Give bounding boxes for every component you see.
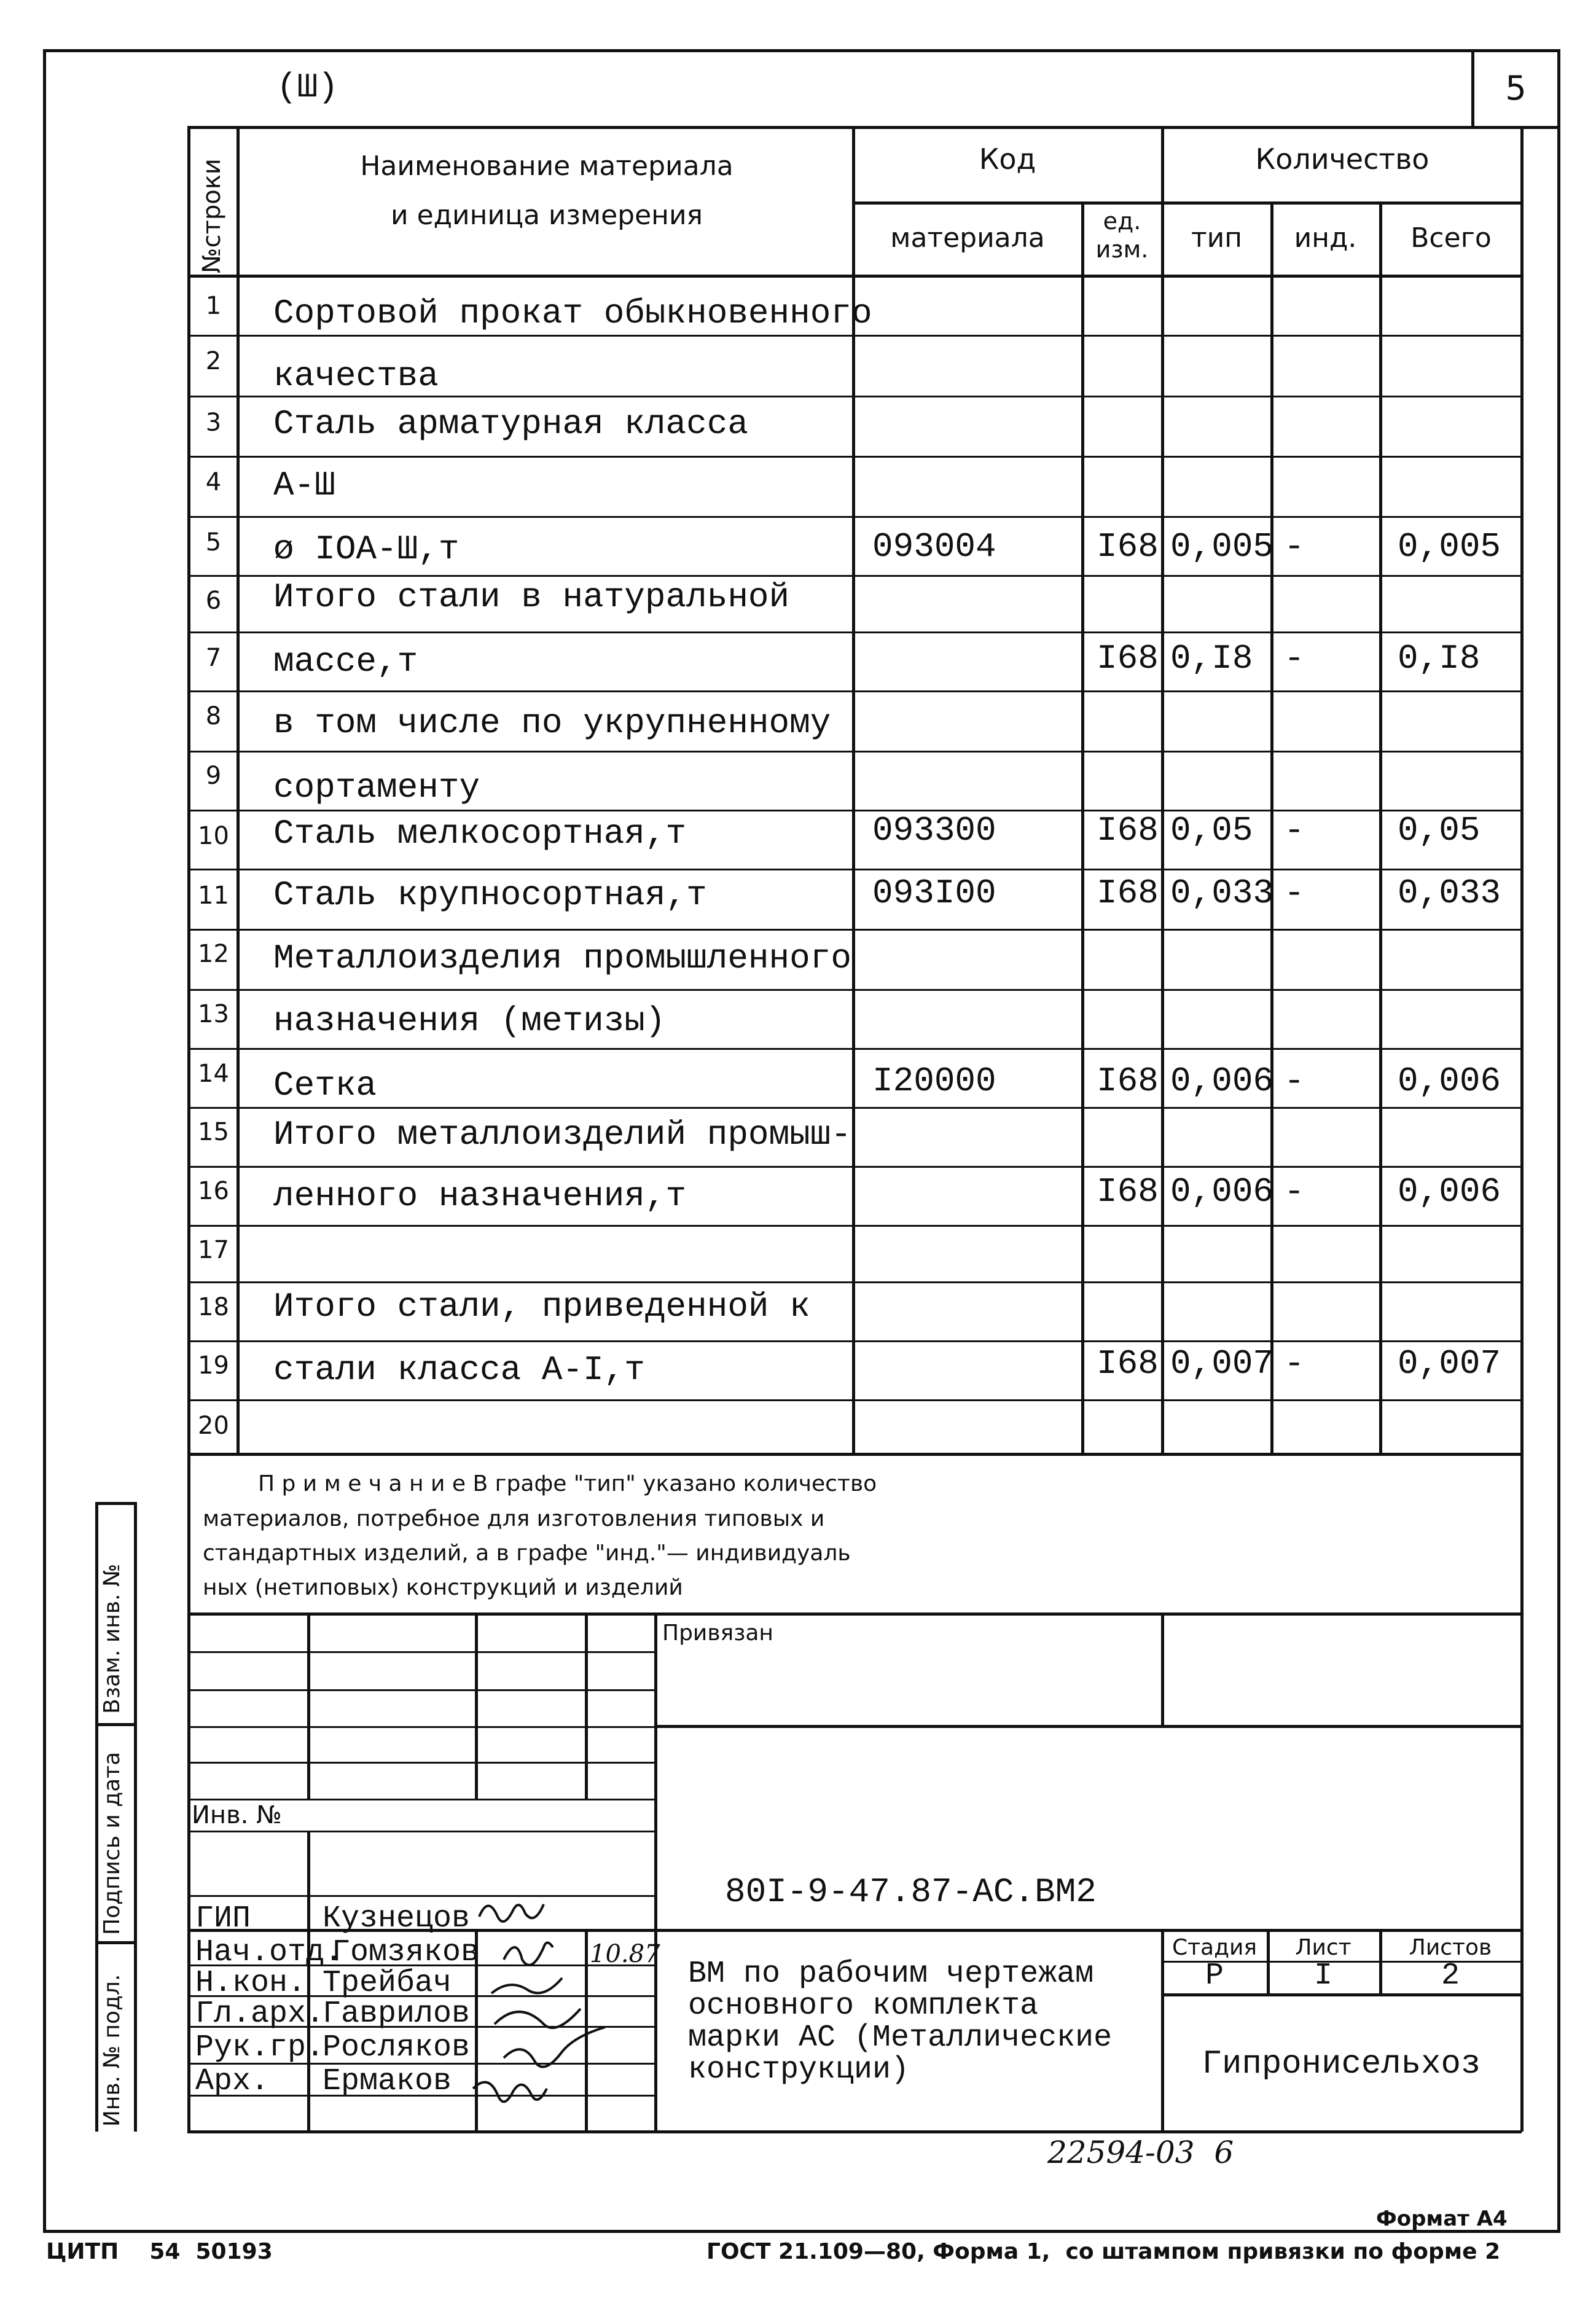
row-line — [187, 516, 1520, 518]
handwritten-number: 22594-03 6 — [1047, 2135, 1234, 2170]
stage-label: Стадия — [1172, 1935, 1258, 1960]
doc-title-2: основного комплекта — [688, 1988, 1039, 2023]
cell-unit: I68 — [1097, 527, 1159, 566]
stamp-col-4 — [654, 1612, 657, 2132]
stamp-right — [1520, 1453, 1524, 2132]
row-name: А-Ш — [273, 466, 335, 505]
doc-title-1: ВМ по рабочим чертежам — [688, 1957, 1094, 1992]
footer-left: ЦИТП 54 50193 — [46, 2239, 273, 2264]
stamp-row — [187, 1762, 654, 1764]
stamp-row — [187, 1651, 654, 1653]
header-total: Всего — [1410, 222, 1492, 254]
row-number: 7 — [205, 644, 222, 672]
doc-title-4: конструкции) — [688, 2052, 910, 2087]
page-number: 5 — [1505, 69, 1527, 108]
stamp-col-1b — [307, 1831, 310, 2132]
row-line — [187, 989, 1520, 991]
cell-ind: - — [1284, 1061, 1305, 1101]
stage-bottom-line — [1161, 1993, 1520, 1996]
inv-no-label: Инв. № — [192, 1801, 282, 1829]
cell-code: 093300 — [872, 811, 996, 850]
header-name-line1: Наименование материала — [360, 150, 733, 182]
signer-name: Ермаков — [323, 2064, 452, 2099]
signer-name: Кузнецов — [323, 1901, 471, 1936]
row-number: 18 — [198, 1293, 229, 1321]
cell-total: 0,05 — [1398, 811, 1481, 850]
row-name: Металлоизделия промышленного — [273, 939, 851, 978]
row-number: 14 — [198, 1060, 229, 1088]
header-quantity: Количество — [1255, 143, 1430, 176]
row-line — [187, 751, 1520, 752]
row-name: Сортовой прокат обыкновенного — [273, 294, 872, 333]
side-col-left — [95, 1502, 98, 2132]
row-line — [187, 929, 1520, 931]
row-number: 4 — [205, 468, 222, 496]
stamp-col-3 — [585, 1612, 588, 1800]
row-line — [187, 810, 1520, 811]
cell-type: 0,033 — [1170, 874, 1274, 913]
row-name: Итого стали в натуральной — [273, 577, 790, 617]
sheets-value: 2 — [1441, 1958, 1460, 1993]
designation: 80I-9-47.87-АС.ВМ2 — [725, 1872, 1097, 1912]
row-number: 13 — [198, 1000, 229, 1028]
row-line — [187, 1399, 1520, 1401]
table-right-line — [1520, 126, 1524, 1453]
row-number: 3 — [205, 408, 222, 437]
signer-name: Трейбач — [323, 1966, 452, 2001]
side-label-inv-podl: Инв. № подл. — [100, 1974, 125, 2127]
header-code-material: материала — [890, 222, 1045, 254]
side-div-2 — [95, 1941, 136, 1944]
cell-ind: - — [1284, 874, 1305, 913]
frame-right — [1557, 49, 1560, 2232]
cell-ind: - — [1284, 811, 1305, 850]
row-number: 8 — [205, 702, 222, 730]
privyazan-label: Привязан — [662, 1620, 773, 1646]
frame-top — [43, 49, 1560, 52]
signer-name: Гаврилов — [323, 1996, 471, 2031]
cell-type: 0,05 — [1170, 811, 1253, 850]
cell-type: 0,005 — [1170, 527, 1274, 566]
row-number: 2 — [205, 347, 222, 375]
row-line — [187, 1166, 1520, 1168]
privyazan-divider — [1161, 1612, 1164, 1726]
cell-total: 0,006 — [1398, 1172, 1501, 1211]
row-name: Итого стали, приведенной к — [273, 1287, 810, 1326]
cell-total: 0,006 — [1398, 1061, 1501, 1101]
organization: Гипронисельхоз — [1202, 2046, 1481, 2083]
doc-title-3: марки АС (Металлические — [688, 2020, 1113, 2055]
row-line — [187, 869, 1520, 870]
header-code: Код — [979, 143, 1036, 176]
table-bottom-line — [187, 1453, 1522, 1456]
header-ind: инд. — [1294, 222, 1357, 254]
sheets-label: Листов — [1409, 1935, 1492, 1960]
ind-col-line — [1379, 203, 1382, 1453]
frame-left — [43, 49, 46, 2232]
row-number: 15 — [198, 1118, 229, 1146]
code-col-line — [1081, 203, 1084, 1453]
row-line — [187, 335, 1520, 337]
stamp-bottom — [187, 2130, 1522, 2133]
stamp-col-1 — [307, 1612, 310, 1800]
signer-role: Гл.арх. — [195, 1996, 325, 2031]
row-line — [187, 1048, 1520, 1050]
signer-role: ГИП — [195, 1901, 251, 1936]
row-number: 19 — [198, 1351, 229, 1380]
row-name: стали класса А-I,т — [273, 1350, 645, 1390]
stamp-row — [187, 1799, 654, 1800]
row-number: 1 — [205, 292, 222, 320]
row-name: Итого металлоизделий промыш- — [273, 1115, 851, 1154]
format-label: Формат А4 — [1376, 2207, 1508, 2231]
section-mark: (Ш) — [276, 68, 338, 107]
row-line — [187, 1281, 1520, 1283]
side-top — [95, 1502, 136, 1505]
type-col-line — [1270, 203, 1273, 1453]
stage-value: Р — [1205, 1958, 1224, 1993]
cell-unit: I68 — [1097, 874, 1159, 913]
row-number: 10 — [198, 822, 229, 850]
row-name: Сталь крупносортная,т — [273, 875, 707, 915]
header-type: тип — [1191, 222, 1242, 254]
row-line — [187, 1340, 1520, 1342]
row-number: 12 — [198, 940, 229, 968]
header-row-no: №строки — [198, 158, 226, 273]
header-mid-line — [852, 201, 1522, 205]
row-name: ø IOA-Ш,т — [273, 530, 460, 569]
stamp-row — [187, 1726, 654, 1728]
cell-unit: I68 — [1097, 639, 1159, 678]
header-name-line2: и единица измерения — [390, 200, 703, 231]
header-unit-1: ед. — [1103, 208, 1141, 235]
cell-type: 0,I8 — [1170, 639, 1253, 678]
signer-role: Н.кон. — [195, 1966, 307, 2001]
cell-type: 0,006 — [1170, 1172, 1274, 1211]
note-line-4: ных (нетиповых) конструкций и изделий — [203, 1575, 683, 1600]
signer-name: Гомзяков — [332, 1935, 480, 1970]
cell-total: 0,033 — [1398, 874, 1501, 913]
stamp-row — [187, 1689, 654, 1691]
header-unit-2: изм. — [1095, 236, 1149, 263]
sign-date: 10.87 — [590, 1940, 660, 1968]
cell-code: I20000 — [872, 1061, 996, 1101]
cell-type: 0,006 — [1170, 1061, 1274, 1101]
row-line — [187, 631, 1520, 633]
stamp-top — [187, 1612, 1522, 1616]
stamp-left — [187, 1453, 190, 2132]
frame-bottom — [43, 2230, 1560, 2233]
cell-code: 093004 — [872, 527, 996, 566]
row-number: 11 — [198, 882, 229, 910]
signer-role: Арх. — [195, 2064, 270, 2099]
footer-right: ГОСТ 21.109—80, Форма 1, со штампом привязки по форме 2 — [706, 2239, 1501, 2264]
unit-col-line — [1161, 126, 1164, 1453]
signer-role: Нач.отд. — [195, 1935, 343, 1970]
sheet-label: Лист — [1295, 1935, 1352, 1960]
cell-total: 0,007 — [1398, 1344, 1501, 1383]
cell-total: 0,005 — [1398, 527, 1501, 566]
top-strip-bottom-line — [187, 126, 1557, 129]
row-number: 16 — [198, 1177, 229, 1205]
cell-unit: I68 — [1097, 1172, 1159, 1211]
note-line-3: стандартных изделий, а в графе "инд."— индивидуаль — [203, 1541, 851, 1566]
row-line — [187, 1107, 1520, 1109]
cell-total: 0,I8 — [1398, 639, 1481, 678]
side-div-1 — [95, 1723, 136, 1726]
row-number: 9 — [205, 762, 222, 790]
stamp-row — [187, 1831, 654, 1832]
note-line-1: П р и м е ч а н и е В графе "тип" указано количество — [258, 1471, 877, 1496]
side-label-vzam: Взам. инв. № — [100, 1563, 125, 1714]
row-line — [187, 575, 1520, 577]
cell-ind: - — [1284, 639, 1305, 678]
privyazan-bottom — [654, 1725, 1522, 1728]
sheet-value: I — [1313, 1958, 1332, 1993]
row-line — [187, 396, 1520, 397]
row-name: в том числе по укрупненному — [273, 703, 831, 743]
cell-ind: - — [1284, 1172, 1305, 1211]
row-line — [187, 1225, 1520, 1227]
note-line-2: материалов, потребное для изготовления типовых и — [203, 1506, 825, 1531]
stamp-col-2 — [475, 1612, 478, 1800]
signature-scribbles — [467, 1892, 651, 2132]
row-line — [187, 690, 1520, 692]
row-name: Сталь мелкосортная,т — [273, 814, 687, 853]
rownum-col-line — [237, 126, 240, 1453]
cell-unit: I68 — [1097, 1061, 1159, 1101]
row-name: массе,т — [273, 642, 418, 681]
header-bottom-line — [187, 275, 1522, 278]
side-col-right — [134, 1502, 137, 2132]
row-number: 17 — [198, 1236, 229, 1264]
row-name: Сетка — [273, 1066, 377, 1105]
row-line — [187, 456, 1520, 458]
signer-role: Рук.гр. — [195, 2030, 325, 2065]
row-number: 20 — [198, 1412, 229, 1440]
row-number: 6 — [205, 587, 222, 615]
cell-ind: - — [1284, 1344, 1305, 1383]
row-number: 5 — [205, 528, 222, 557]
cell-ind: - — [1284, 527, 1305, 566]
row-name: назначения (метизы) — [273, 1001, 666, 1041]
cell-unit: I68 — [1097, 1344, 1159, 1383]
cell-code: 093I00 — [872, 874, 996, 913]
cell-unit: I68 — [1097, 811, 1159, 850]
row-name: Сталь арматурная класса — [273, 404, 748, 444]
row-name: качества — [273, 356, 439, 396]
row-name: сортаменту — [273, 768, 480, 807]
cell-type: 0,007 — [1170, 1344, 1274, 1383]
row-name: ленного назначения,т — [273, 1176, 687, 1216]
signer-name: Росляков — [323, 2030, 471, 2065]
table-left-line — [187, 126, 190, 1453]
side-label-podpis: Подпись и дата — [100, 1751, 125, 1935]
